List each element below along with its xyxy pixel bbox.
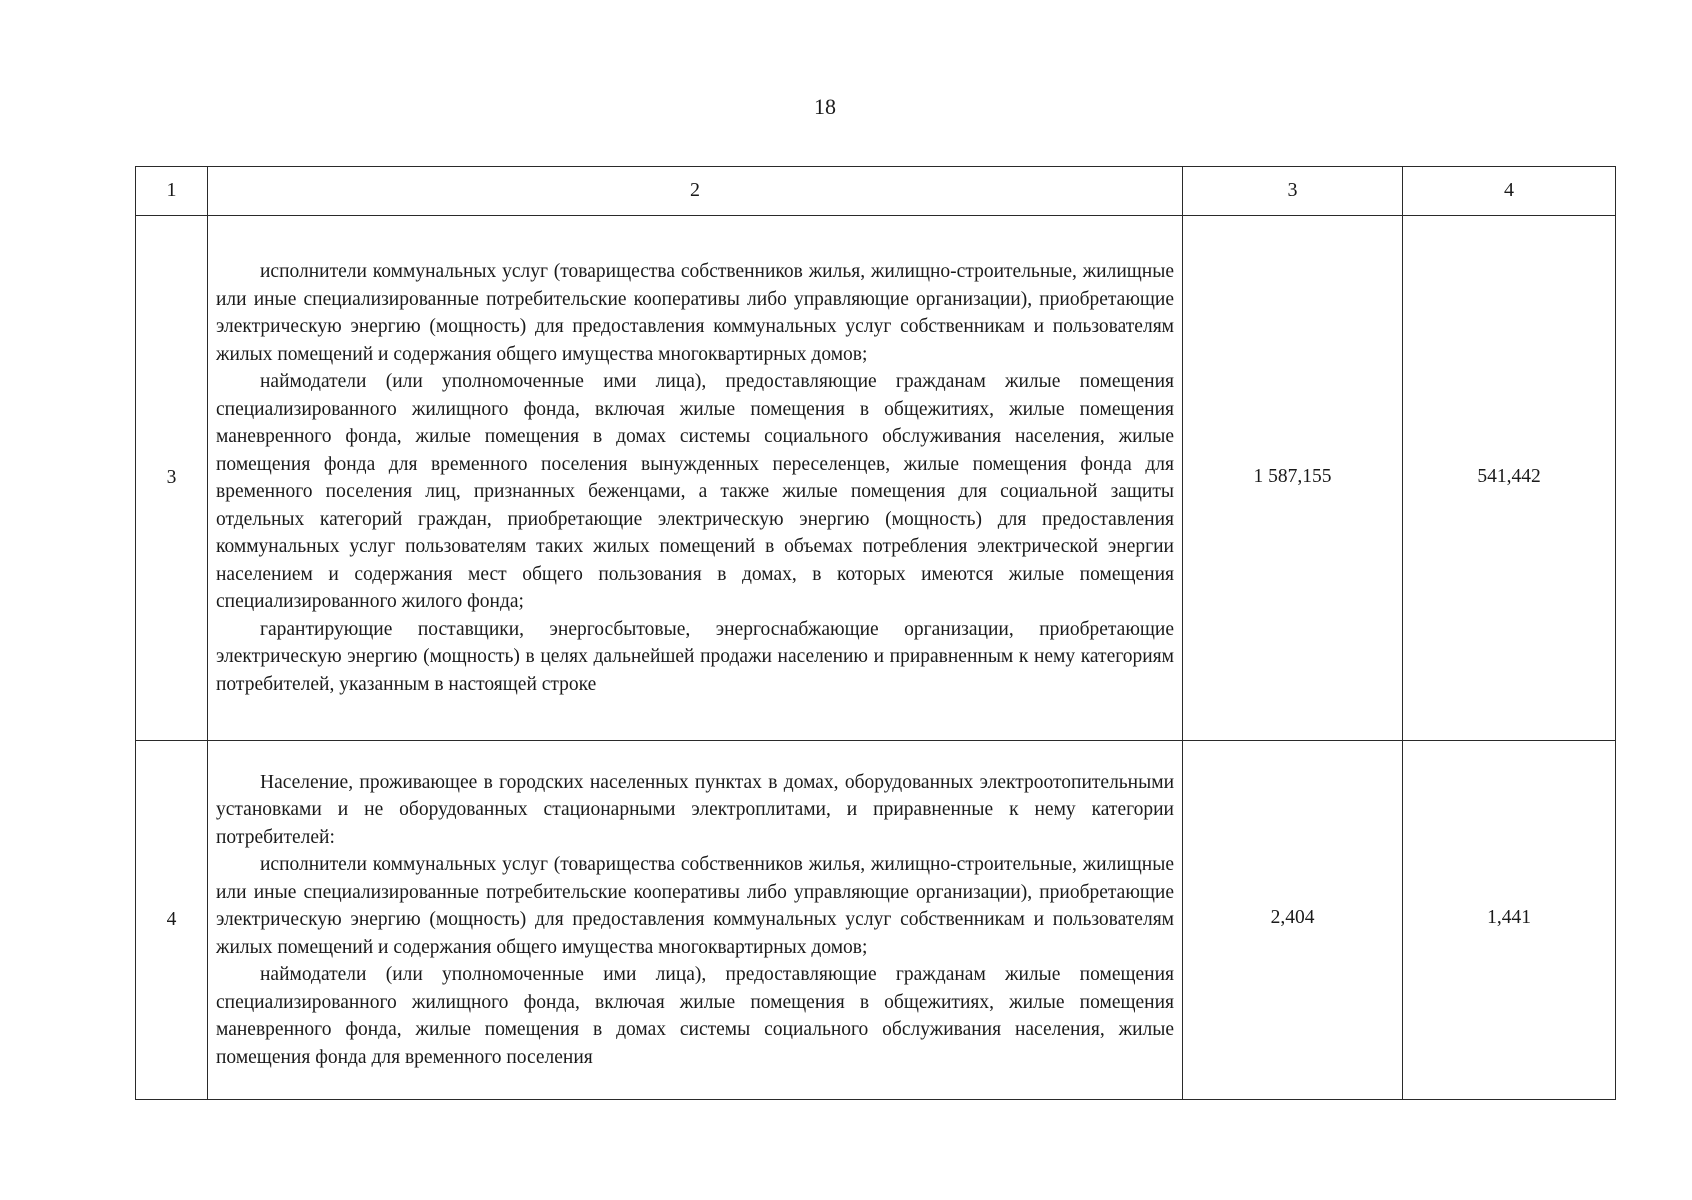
table-row	[136, 741, 1616, 1100]
description-paragraph: наймодатели (или уполномоченные ими лица), предоставляющие гражданам жилые помещения специализированного жилищного фонда, включая жилые помещения в общежитиях, жилые помещения маневренного фонда, жилые помещения в домах системы социального обслуживания населения, жилые помещения фонда для временного поселения вынужденных переселенцев, жилые помещения фонда для временного поселения лиц, признанных беженцами, а также жилые помещения для социальной защиты отдельных категорий граждан, приобретающие электрическую энергию (мощность) для предоставления коммунальных услуг пользователям таких жилых помещений в объемах потребления электрической энергии населением и содержания мест общего пользования в домах, в которых имеются жилые помещения специализированного жилого фонда;	[216, 371, 1174, 612]
value-column-4: 1,441	[1403, 741, 1616, 1100]
column-number-2: 2	[208, 167, 1183, 216]
description-paragraph: гарантирующие поставщики, энергосбытовые, энергоснабжающие организации, приобретающие электрическую энергию (мощность) в целях дальнейшей продажи населению и приравненным к нему категориям потребителей, указанным в настоящей строке	[216, 618, 1174, 695]
row-description	[208, 216, 1183, 741]
value-column-3: 2,404	[1183, 741, 1403, 1100]
row-number: 4	[136, 741, 208, 1100]
table-row	[136, 216, 1616, 741]
table-header-row	[136, 167, 1616, 216]
column-number-1: 1	[136, 167, 208, 216]
row-description	[208, 741, 1183, 1100]
column-number-3: 3	[1183, 167, 1403, 216]
column-number-4: 4	[1403, 167, 1616, 216]
tariff-table	[135, 166, 1616, 1100]
description-paragraph: наймодатели (или уполномоченные ими лица), предоставляющие гражданам жилые помещения специализированного жилищного фонда, включая жилые помещения в общежитиях, жилые помещения маневренного фонда, жилые помещения в домах системы социального обслуживания населения, жилые помещения фонда для временного поселения	[216, 964, 1174, 1068]
value-column-4: 541,442	[1403, 216, 1616, 741]
row-number: 3	[136, 216, 208, 741]
description-paragraph: Население, проживающее в городских населенных пунктах в домах, оборудованных электроотопительными установками и не оборудованных стационарными электроплитами, и приравненные к нему категории потребителей:	[216, 771, 1174, 848]
description-paragraph: исполнители коммунальных услуг (товарищества собственников жилья, жилищно-строительные, жилищные или иные специализированные потребительские кооперативы либо управляющие организации), приобретающие электрическую энергию (мощность) для предоставления коммунальных услуг собственникам и пользователям жилых помещений и содержания общего имущества многоквартирных домов;	[216, 854, 1174, 958]
value-column-3: 1 587,155	[1183, 216, 1403, 741]
description-paragraph: исполнители коммунальных услуг (товарищества собственников жилья, жилищно-строительные, жилищные или иные специализированные потребительские кооперативы либо управляющие организации), приобретающие электрическую энергию (мощность) для предоставления коммунальных услуг собственникам и пользователям жилых помещений и содержания общего имущества многоквартирных домов;	[216, 261, 1174, 365]
page-number: 18	[814, 94, 836, 119]
